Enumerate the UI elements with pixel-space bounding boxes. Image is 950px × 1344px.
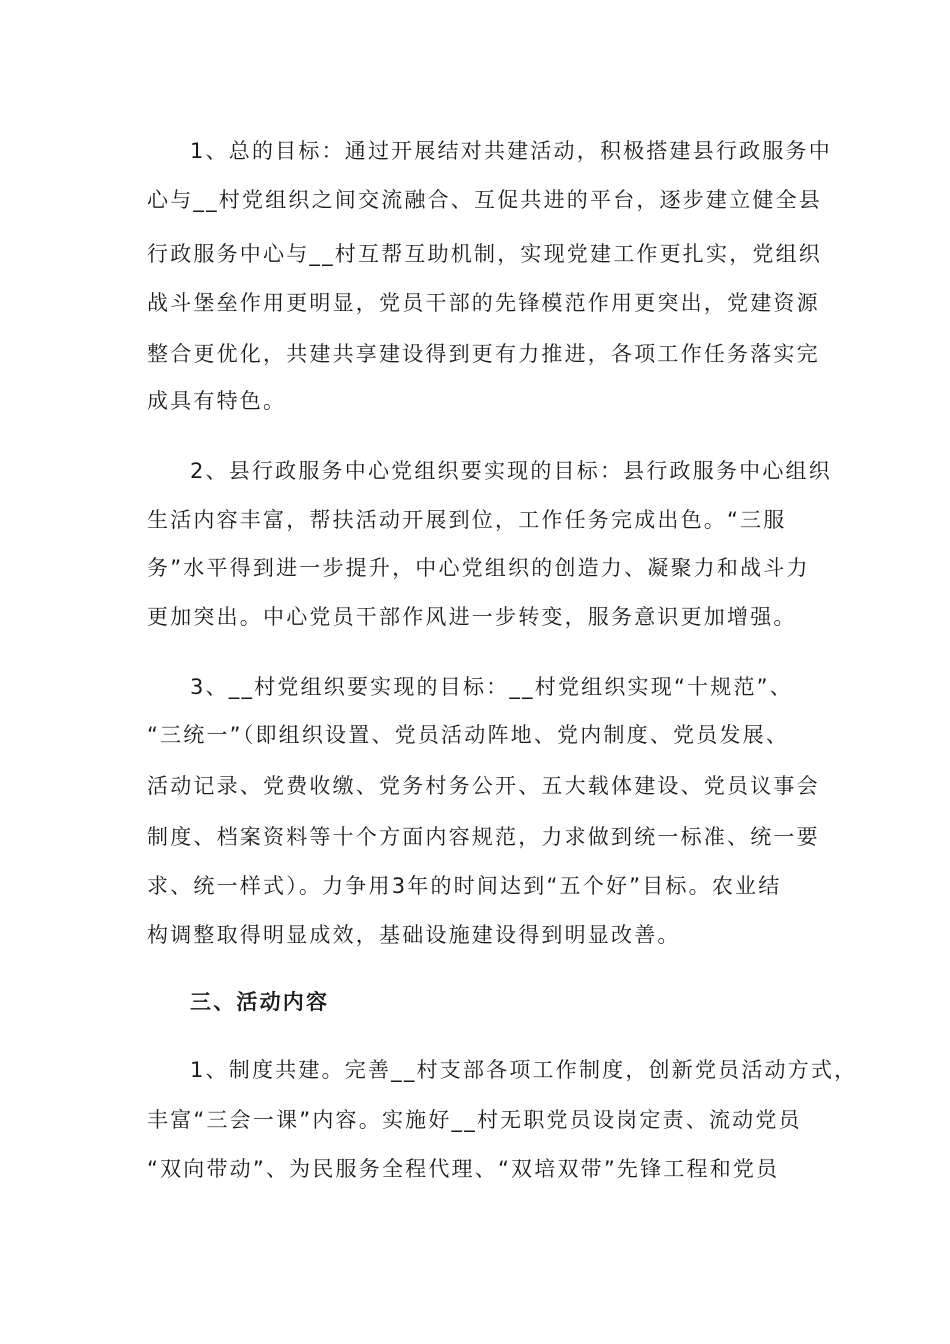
para3-line-6: 构调整取得明显成效，基础设施建设得到明显改善。: [147, 923, 681, 947]
para1-line-2: 心与__村党组织之间交流融合、互促共进的平台，逐步建立健全县: [147, 188, 822, 212]
para3-line-2: “三统一”（即组织设置、党员活动阵地、党内制度、党员发展、: [147, 723, 790, 747]
para4-line-2: 丰富“三会一课”内容。实施好__村无职党员设岗定责、流动党员: [147, 1108, 802, 1132]
para1-line-1: 1、总的目标：通过开展结对共建活动，积极搭建县行政服务中: [190, 139, 832, 163]
para2-line-2: 生活内容丰富，帮扶活动开展到位，工作任务完成出色。“三服: [147, 508, 787, 532]
para4-line-3: “双向带动”、为民服务全程代理、“双培双带”先锋工程和党员: [147, 1157, 780, 1181]
para3-line-3: 活动记录、党费收缴、党务村务公开、五大载体建设、党员议事会: [147, 774, 820, 798]
para3-line-4: 制度、档案资料等十个方面内容规范，力求做到统一标准、统一要: [147, 825, 820, 849]
para4-line-1: 1、制度共建。完善__村支部各项工作制度，创新党员活动方式，: [190, 1058, 858, 1082]
para1-line-6: 成具有特色。: [147, 389, 287, 413]
section-heading: 三、活动内容: [190, 990, 330, 1014]
para2-line-3: 务”水平得到进一步提升，中心党组织的创造力、凝聚力和战斗力: [147, 556, 810, 580]
para3-line-5: 求、统一样式）。力争用3年的时间达到“五个好”目标。农业结: [147, 874, 782, 898]
para1-line-4: 战斗堡垒作用更明显，党员干部的先锋模范作用更突出，党建资源: [147, 291, 820, 315]
para2-line-1: 2、县行政服务中心党组织要实现的目标：县行政服务中心组织: [190, 459, 832, 483]
para2-line-4: 更加突出。中心党员干部作风进一步转变，服务意识更加增强。: [147, 605, 797, 629]
para1-line-3: 行政服务中心与__村互帮互助机制，实现党建工作更扎实，党组织: [147, 242, 822, 266]
para3-line-1: 3、__村党组织要实现的目标：__村党组织实现“十规范”、: [190, 675, 793, 699]
para1-line-5: 整合更优化，共建共享建设得到更有力推进，各项工作任务落实完: [147, 342, 820, 366]
